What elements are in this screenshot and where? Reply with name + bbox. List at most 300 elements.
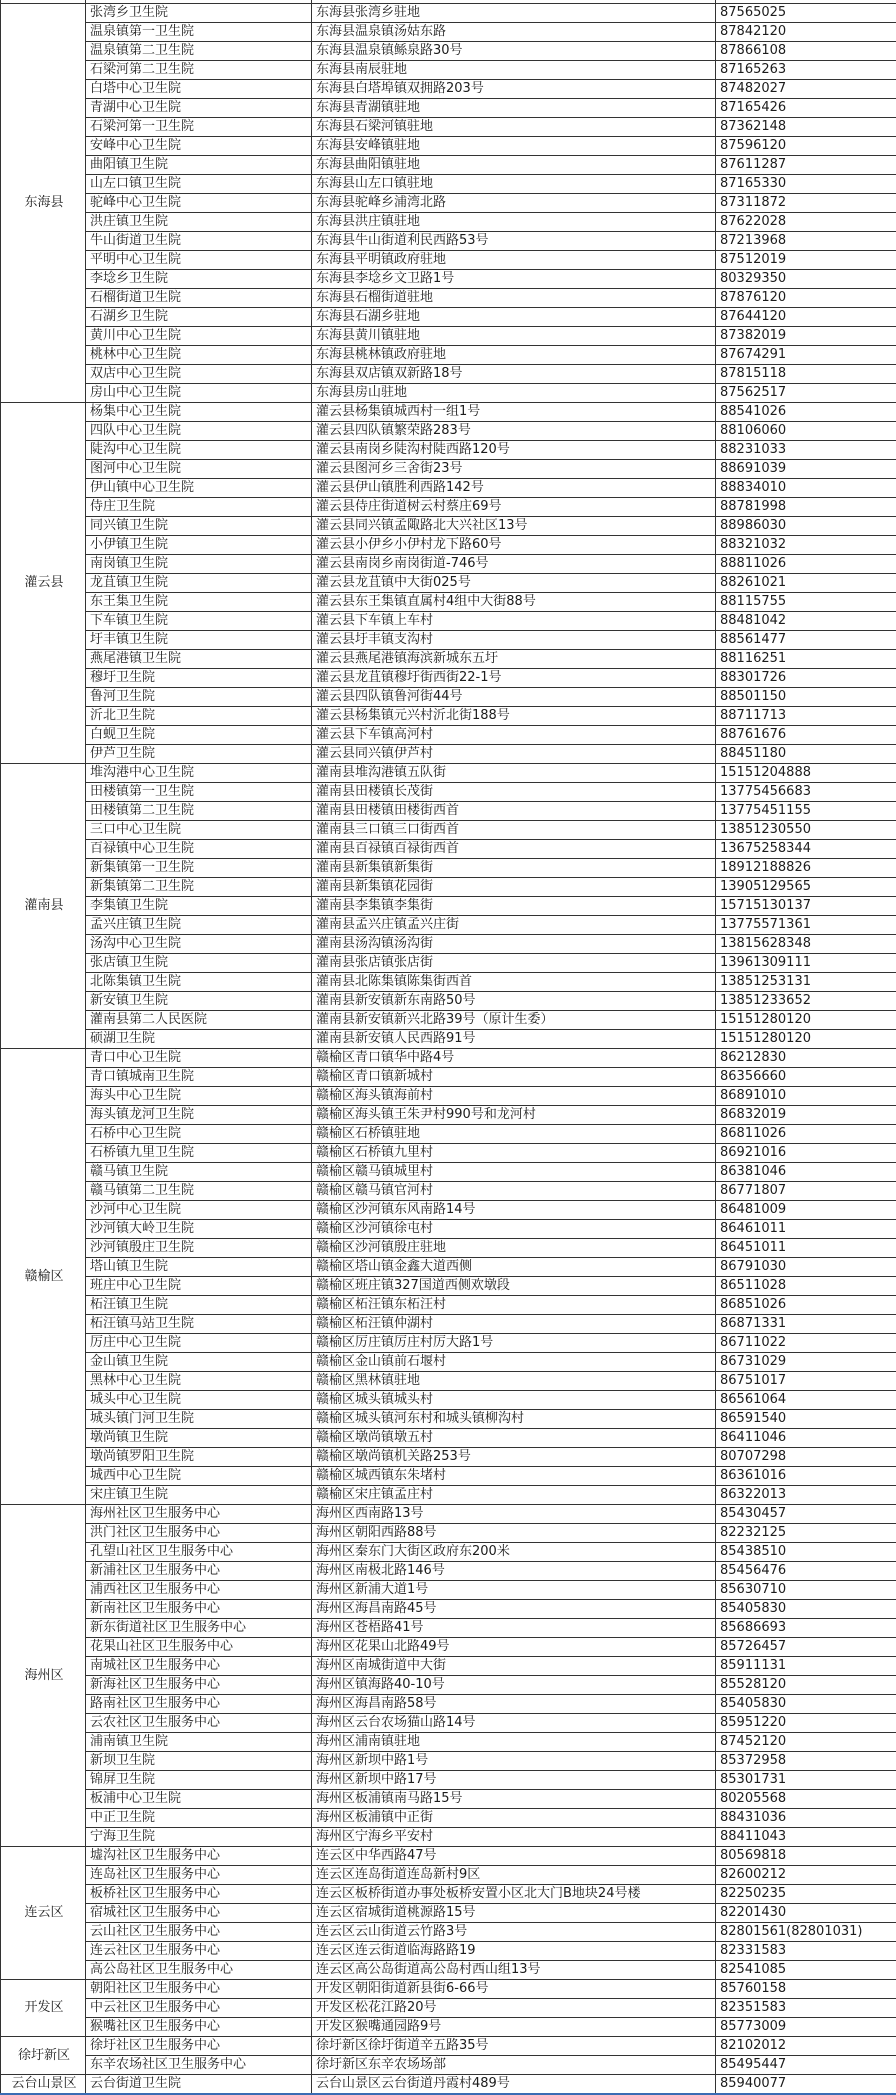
facility-name-cell: 温泉镇第二卫生院 [86,42,312,61]
phone-cell: 87866108 [716,42,896,61]
table-row [1,2075,896,2095]
table-row [1,1828,896,1847]
facility-name-cell: 板桥社区卫生服务中心 [86,1885,312,1904]
table-row [1,460,896,479]
address-cell: 连云区连云街道临海路路19 [312,1942,716,1961]
phone-cell: 87562517 [716,384,896,403]
phone-cell: 88501150 [716,688,896,707]
phone-cell: 87596120 [716,137,896,156]
address-cell: 海州区宁海乡平安村 [312,1828,716,1847]
facility-name-cell: 圩丰镇卫生院 [86,631,312,650]
table-row [1,1752,896,1771]
table-row [1,1087,896,1106]
table-row [1,1942,896,1961]
phone-cell: 82250235 [716,1885,896,1904]
facility-name-cell: 柘汪镇马站卫生院 [86,1315,312,1334]
facility-name-cell: 连云社区卫生服务中心 [86,1942,312,1961]
address-cell: 赣榆区班庄镇327国道西侧欢墩段 [312,1277,716,1296]
address-cell: 连云区宿城街道桃源路15号 [312,1904,716,1923]
address-cell: 灌南县新集镇新集街 [312,859,716,878]
address-cell: 徐圩新区东辛农场场部 [312,2056,716,2075]
address-cell: 赣榆区青口镇新城村 [312,1068,716,1087]
phone-cell: 87165330 [716,175,896,194]
facility-name-cell: 黑林中心卫生院 [86,1372,312,1391]
facility-name-cell: 百禄镇中心卫生院 [86,840,312,859]
facility-name-cell: 班庄中心卫生院 [86,1277,312,1296]
facility-name-cell: 云台街道卫生院 [86,2075,312,2095]
address-cell: 灌南县新集镇花园街 [312,878,716,897]
facility-name-cell: 白塔中心卫生院 [86,80,312,99]
phone-cell: 85430457 [716,1505,896,1524]
facility-name-cell: 安峰中心卫生院 [86,137,312,156]
phone-cell: 88561477 [716,631,896,650]
facility-name-cell: 城头中心卫生院 [86,1391,312,1410]
phone-cell: 87876120 [716,289,896,308]
facility-name-cell: 云山社区卫生服务中心 [86,1923,312,1942]
table-row [1,2037,896,2056]
facility-name-cell: 南城社区卫生服务中心 [86,1657,312,1676]
phone-cell: 85372958 [716,1752,896,1771]
phone-cell: 86411046 [716,1429,896,1448]
facility-name-cell: 孟兴庄镇卫生院 [86,916,312,935]
phone-cell: 88834010 [716,479,896,498]
facility-name-cell: 新集镇第一卫生院 [86,859,312,878]
table-row [1,384,896,403]
facility-name-cell: 浦南镇卫生院 [86,1733,312,1752]
table-row [1,1315,896,1334]
facility-name-cell: 三口中心卫生院 [86,821,312,840]
phone-cell: 86361016 [716,1467,896,1486]
address-cell: 海州区海昌南路58号 [312,1695,716,1714]
phone-cell: 85405830 [716,1600,896,1619]
phone-cell: 13775451155 [716,802,896,821]
address-cell: 灌云县下车镇上车村 [312,612,716,631]
facility-name-cell: 柘汪镇卫生院 [86,1296,312,1315]
address-cell: 东海县山左口镇驻地 [312,175,716,194]
table-row [1,1163,896,1182]
address-cell: 灌云县小伊乡小伊村龙下路60号 [312,536,716,555]
table-row [1,1372,896,1391]
facility-name-cell: 堆沟港中心卫生院 [86,764,312,783]
phone-cell: 86832019 [716,1106,896,1125]
facility-name-cell: 塔山镇卫生院 [86,1258,312,1277]
phone-cell: 87311872 [716,194,896,213]
phone-cell: 86561064 [716,1391,896,1410]
address-cell: 灌云县下车镇高河村 [312,726,716,745]
facility-name-cell: 下车镇卫生院 [86,612,312,631]
address-cell: 赣榆区柘汪镇仲湖村 [312,1315,716,1334]
table-row [1,916,896,935]
address-cell: 赣榆区黑林镇驻地 [312,1372,716,1391]
table-row [1,1714,896,1733]
address-cell: 海州区秦东门大街区政府东200米 [312,1543,716,1562]
facility-name-cell: 平明中心卫生院 [86,251,312,270]
facility-name-cell: 中云社区卫生服务中心 [86,1999,312,2018]
address-cell: 赣榆区赣马镇官河村 [312,1182,716,1201]
table-row [1,1771,896,1790]
table-row [1,1448,896,1467]
address-cell: 赣榆区墩尚镇墩五村 [312,1429,716,1448]
table-row [1,1239,896,1258]
address-cell: 灌南县新安镇人民西路91号 [312,1030,716,1049]
table-row [1,4,896,23]
table-row [1,137,896,156]
facility-name-cell: 海头中心卫生院 [86,1087,312,1106]
facility-name-cell: 海头镇龙河卫生院 [86,1106,312,1125]
facility-name-cell: 花果山社区卫生服务中心 [86,1638,312,1657]
phone-cell: 85773009 [716,2018,896,2037]
facility-name-cell: 驼峰中心卫生院 [86,194,312,213]
table-row [1,1733,896,1752]
table-row [1,23,896,42]
facility-name-cell: 石桥中心卫生院 [86,1125,312,1144]
phone-cell: 86871331 [716,1315,896,1334]
address-cell: 灌云县四队镇鲁河街44号 [312,688,716,707]
table-row [1,897,896,916]
facility-name-cell: 李集镇卫生院 [86,897,312,916]
address-cell: 赣榆区海头镇海前村 [312,1087,716,1106]
facility-name-cell: 四队中心卫生院 [86,422,312,441]
address-cell: 灌云县侍庄街道树云村蔡庄69号 [312,498,716,517]
facility-name-cell: 李埝乡卫生院 [86,270,312,289]
address-cell: 海州区镇海路40-10号 [312,1676,716,1695]
address-cell: 灌云县同兴镇伊芦村 [312,745,716,764]
table-row [1,650,896,669]
facility-name-cell: 东辛农场社区卫生服务中心 [86,2056,312,2075]
facility-name-cell: 新安镇卫生院 [86,992,312,1011]
table-row [1,1201,896,1220]
phone-cell: 87674291 [716,346,896,365]
address-cell: 东海县青湖镇驻地 [312,99,716,118]
facility-name-cell: 中正卫生院 [86,1809,312,1828]
address-cell: 开发区松花江路20号 [312,1999,716,2018]
facility-name-cell: 图河中心卫生院 [86,460,312,479]
address-cell: 东海县安峰镇驻地 [312,137,716,156]
address-cell: 东海县南辰驻地 [312,61,716,80]
table-row [1,878,896,897]
address-cell: 东海县李埝乡文卫路1号 [312,270,716,289]
table-row [1,973,896,992]
address-cell: 赣榆区厉庄镇厉庄村厉大路1号 [312,1334,716,1353]
address-cell: 东海县石榴街道驻地 [312,289,716,308]
phone-cell: 88431036 [716,1809,896,1828]
address-cell: 云台山景区云台街道丹霞村489号 [312,2075,716,2095]
table-row [1,327,896,346]
phone-cell: 88711713 [716,707,896,726]
table-row [1,2056,896,2075]
facility-name-cell: 双店中心卫生院 [86,365,312,384]
phone-cell: 88986030 [716,517,896,536]
phone-cell: 80707298 [716,1448,896,1467]
table-row [1,232,896,251]
table-row [1,1334,896,1353]
facility-name-cell: 青口中心卫生院 [86,1049,312,1068]
address-cell: 海州区板浦镇南马路15号 [312,1790,716,1809]
phone-cell: 15151204888 [716,764,896,783]
facility-name-cell: 墩尚镇卫生院 [86,1429,312,1448]
address-cell: 赣榆区石桥镇驻地 [312,1125,716,1144]
facility-name-cell: 汤沟中心卫生院 [86,935,312,954]
address-cell: 连云区板桥街道办事处板桥安置小区北大门B地块24号楼 [312,1885,716,1904]
table-row [1,1562,896,1581]
facility-name-cell: 石桥镇九里卫生院 [86,1144,312,1163]
table-row [1,1049,896,1068]
address-cell: 海州区新坝中路17号 [312,1771,716,1790]
phone-cell: 13775571361 [716,916,896,935]
facility-name-cell: 杨集中心卫生院 [86,403,312,422]
facility-name-cell: 城西中心卫生院 [86,1467,312,1486]
phone-cell: 82331583 [716,1942,896,1961]
facility-name-cell: 洪庄镇卫生院 [86,213,312,232]
address-cell: 东海县平明镇政府驻地 [312,251,716,270]
table-row [1,1258,896,1277]
district-cell: 灌南县 [1,764,86,1049]
district-cell: 灌云县 [1,403,86,764]
phone-cell: 87362148 [716,118,896,137]
address-cell: 连云区连岛街道连岛新村9区 [312,1866,716,1885]
table-row [1,213,896,232]
facility-name-cell: 厉庄中心卫生院 [86,1334,312,1353]
address-cell: 海州区南城街道中大街 [312,1657,716,1676]
table-row [1,1182,896,1201]
table-row [1,1543,896,1562]
facility-name-cell: 新坝卫生院 [86,1752,312,1771]
phone-cell: 82351583 [716,1999,896,2018]
table-row [1,1391,896,1410]
table-row [1,612,896,631]
address-cell: 灌南县北陈集镇陈集街西首 [312,973,716,992]
phone-cell: 87512019 [716,251,896,270]
phone-cell: 87644120 [716,308,896,327]
phone-cell: 13905129565 [716,878,896,897]
phone-cell: 88811026 [716,555,896,574]
facility-name-cell: 路南社区卫生服务中心 [86,1695,312,1714]
facility-name-cell: 小伊镇卫生院 [86,536,312,555]
table-row [1,935,896,954]
address-cell: 赣榆区赣马镇城里村 [312,1163,716,1182]
facility-name-cell: 黄川中心卫生院 [86,327,312,346]
table-row [1,821,896,840]
table-row [1,764,896,783]
table-row [1,365,896,384]
phone-cell: 88115755 [716,593,896,612]
phone-cell: 86791030 [716,1258,896,1277]
phone-cell: 88541026 [716,403,896,422]
table-row [1,1220,896,1239]
phone-cell: 87842120 [716,23,896,42]
phone-cell: 86771807 [716,1182,896,1201]
facility-name-cell: 伊山镇中心卫生院 [86,479,312,498]
phone-cell: 13851233652 [716,992,896,1011]
phone-cell: 13775456683 [716,783,896,802]
table-row [1,859,896,878]
address-cell: 赣榆区海头镇王朱尹村990号和龙河村 [312,1106,716,1125]
address-cell: 海州区花果山北路49号 [312,1638,716,1657]
phone-cell: 82232125 [716,1524,896,1543]
address-cell: 赣榆区城西镇东朱堵村 [312,1467,716,1486]
address-cell: 灌云县南岗乡陡沟村陡西路120号 [312,441,716,460]
table-row [1,1790,896,1809]
address-cell: 灌云县南岗乡南岗街道-746号 [312,555,716,574]
facility-name-cell: 张店镇卫生院 [86,954,312,973]
facility-name-cell: 宿城社区卫生服务中心 [86,1904,312,1923]
facility-name-cell: 连岛社区卫生服务中心 [86,1866,312,1885]
facility-name-cell: 新浦社区卫生服务中心 [86,1562,312,1581]
phone-cell: 85760158 [716,1980,896,1999]
phone-cell: 13675258344 [716,840,896,859]
phone-cell: 85726457 [716,1638,896,1657]
phone-cell: 85438510 [716,1543,896,1562]
phone-cell: 88761676 [716,726,896,745]
phone-cell: 82600212 [716,1866,896,1885]
facility-name-cell: 青口镇城南卫生院 [86,1068,312,1087]
address-cell: 徐圩新区徐圩街道辛五路35号 [312,2037,716,2056]
table-row [1,745,896,764]
facility-name-cell: 高公岛社区卫生服务中心 [86,1961,312,1980]
facility-name-cell: 洪门社区卫生服务中心 [86,1524,312,1543]
table-row [1,1429,896,1448]
phone-cell: 13961309111 [716,954,896,973]
address-cell: 海州区云台农场猫山路14号 [312,1714,716,1733]
address-cell: 灌南县新安镇新兴北路39号（原计生委） [312,1011,716,1030]
address-cell: 东海县驼峰乡浦湾北路 [312,194,716,213]
facility-name-cell: 陡沟中心卫生院 [86,441,312,460]
phone-cell: 87452120 [716,1733,896,1752]
facility-name-cell: 田楼镇第一卫生院 [86,783,312,802]
phone-cell: 87815118 [716,365,896,384]
facility-name-cell: 沙河镇大岭卫生院 [86,1220,312,1239]
facility-name-cell: 硕湖卫生院 [86,1030,312,1049]
address-cell: 东海县石梁河镇驻地 [312,118,716,137]
table-row [1,840,896,859]
table-row [1,1296,896,1315]
phone-cell: 86711022 [716,1334,896,1353]
table-row [1,346,896,365]
table-row [1,669,896,688]
address-cell: 灌南县百禄镇百禄街西首 [312,840,716,859]
address-cell: 赣榆区沙河镇东风南路14号 [312,1201,716,1220]
address-cell: 赣榆区柘汪镇东柘汪村 [312,1296,716,1315]
phone-cell: 86381046 [716,1163,896,1182]
table-row [1,498,896,517]
facility-name-cell: 桃林中心卫生院 [86,346,312,365]
phone-cell: 85911131 [716,1657,896,1676]
table-row [1,631,896,650]
facility-name-cell: 新南社区卫生服务中心 [86,1600,312,1619]
facility-name-cell: 张湾乡卫生院 [86,4,312,23]
address-cell: 赣榆区石桥镇九里村 [312,1144,716,1163]
phone-cell: 86891010 [716,1087,896,1106]
phone-cell: 85301731 [716,1771,896,1790]
phone-cell: 86751017 [716,1372,896,1391]
facility-name-cell: 沙河镇殷庄卫生院 [86,1239,312,1258]
phone-cell: 88301726 [716,669,896,688]
phone-cell: 88691039 [716,460,896,479]
phone-cell: 88116251 [716,650,896,669]
facility-name-cell: 孔望山社区卫生服务中心 [86,1543,312,1562]
table-row [1,403,896,422]
phone-cell: 87622028 [716,213,896,232]
table-row [1,555,896,574]
address-cell: 连云区高公岛街道高公岛村西山组13号 [312,1961,716,1980]
table-row [1,1999,896,2018]
table-row [1,536,896,555]
health-center-table-body [1,0,896,2094]
table-row [1,1638,896,1657]
address-cell: 赣榆区墩尚镇机关路253号 [312,1448,716,1467]
facility-name-cell: 浦西社区卫生服务中心 [86,1581,312,1600]
facility-name-cell: 宋庄镇卫生院 [86,1486,312,1505]
address-cell: 海州区苍梧路41号 [312,1619,716,1638]
address-cell: 海州区新坝中路1号 [312,1752,716,1771]
facility-name-cell: 徐圩社区卫生服务中心 [86,2037,312,2056]
phone-cell: 80205568 [716,1790,896,1809]
facility-name-cell: 穆圩卫生院 [86,669,312,688]
address-cell: 东海县双店镇双新路18号 [312,365,716,384]
address-cell: 东海县曲阳镇驻地 [312,156,716,175]
facility-name-cell: 石湖乡卫生院 [86,308,312,327]
facility-name-cell: 燕尾港镇卫生院 [86,650,312,669]
phone-cell: 85456476 [716,1562,896,1581]
table-row [1,1125,896,1144]
address-cell: 东海县桃林镇政府驻地 [312,346,716,365]
facility-name-cell: 曲阳镇卫生院 [86,156,312,175]
district-cell: 开发区 [1,1980,86,2037]
address-cell: 灌云县图河乡三舍街23号 [312,460,716,479]
table-row [1,1923,896,1942]
table-row [1,1695,896,1714]
table-row [1,1144,896,1163]
table-row [1,1467,896,1486]
address-cell: 灌南县汤沟镇汤沟街 [312,935,716,954]
table-row [1,688,896,707]
table-row [1,289,896,308]
facility-name-cell: 板浦中心卫生院 [86,1790,312,1809]
address-cell: 灌南县田楼镇田楼街西首 [312,802,716,821]
address-cell: 赣榆区沙河镇徐屯村 [312,1220,716,1239]
district-cell: 徐圩新区 [1,2037,86,2075]
address-cell: 赣榆区宋庄镇孟庄村 [312,1486,716,1505]
phone-cell: 85405830 [716,1695,896,1714]
address-cell: 灌南县三口镇三口街西首 [312,821,716,840]
address-cell: 灌云县伊山镇胜利西路142号 [312,479,716,498]
table-row [1,574,896,593]
address-cell: 东海县洪庄镇驻地 [312,213,716,232]
address-cell: 海州区南极北路146号 [312,1562,716,1581]
table-row [1,1011,896,1030]
facility-name-cell: 墟沟社区卫生服务中心 [86,1847,312,1866]
phone-cell: 86461011 [716,1220,896,1239]
table-row [1,1676,896,1695]
phone-cell: 88451180 [716,745,896,764]
phone-cell: 87213968 [716,232,896,251]
table-row [1,1106,896,1125]
facility-name-cell: 沂北卫生院 [86,707,312,726]
address-cell: 灌云县杨集镇元兴村沂北街188号 [312,707,716,726]
phone-cell: 80329350 [716,270,896,289]
table-row [1,783,896,802]
phone-cell: 85630710 [716,1581,896,1600]
address-cell: 开发区朝阳街道新县街6-66号 [312,1980,716,1999]
table-row [1,707,896,726]
address-cell: 海州区海昌南路45号 [312,1600,716,1619]
table-row [1,1809,896,1828]
table-row [1,1410,896,1429]
phone-cell: 86322013 [716,1486,896,1505]
phone-cell: 18912188826 [716,859,896,878]
facility-name-cell: 温泉镇第一卫生院 [86,23,312,42]
facility-name-cell: 侍庄卫生院 [86,498,312,517]
